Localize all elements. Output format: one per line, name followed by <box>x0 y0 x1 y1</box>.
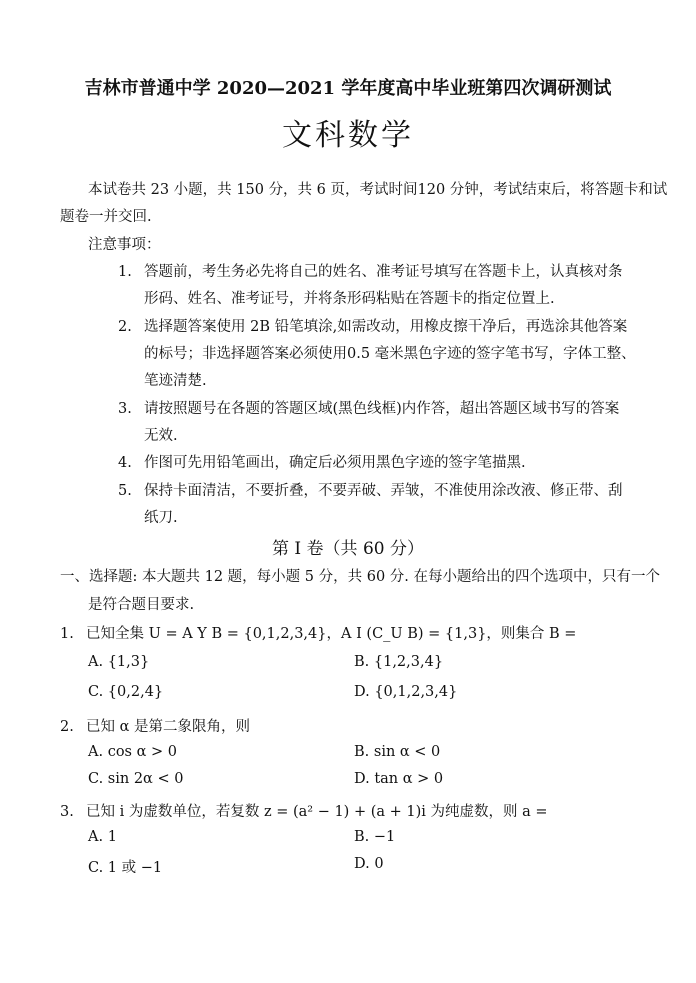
note-text: 作图可先用铅笔画出，确定后必须用黑色字迹的签字笔描黑. <box>144 455 526 471</box>
option-label: A. <box>88 829 104 845</box>
question-stem: 已知 α 是第二象限角，则 <box>86 719 251 735</box>
notes-heading: 注意事项： <box>88 237 161 253</box>
option-label: B. <box>354 654 370 670</box>
note-item-5 <box>118 479 623 500</box>
option-label: C. <box>88 860 104 876</box>
q2-option-b <box>354 744 440 760</box>
note-item-4 <box>118 451 526 472</box>
option-label: A. <box>88 654 104 670</box>
option-text: {1,2,3,4} <box>373 654 444 670</box>
question-number: 3. <box>60 804 74 820</box>
q1-option-c <box>88 684 163 700</box>
note-item-2-cont-1: 的标号；非选择题答案必须使用0.5 毫米黑色字迹的签字笔书写，字体工整、 <box>144 346 636 362</box>
q3-option-d <box>354 856 384 872</box>
q2-option-d <box>354 771 443 787</box>
q1-option-d <box>354 684 457 700</box>
question-3 <box>60 800 548 821</box>
option-text: tan α > 0 <box>374 771 444 787</box>
option-label: C. <box>88 771 104 787</box>
note-number: 3. <box>118 401 132 417</box>
note-item-3-cont: 无效. <box>144 428 178 444</box>
option-text: cos α > 0 <box>107 744 177 760</box>
option-text: sin 2α < 0 <box>107 771 184 787</box>
option-text: 1 或 −1 <box>107 860 163 876</box>
note-text: 选择题答案使用 2B 铅笔填涂,如需改动，用橡皮擦干净后，再选涂其他答案 <box>144 319 628 335</box>
q2-option-c <box>88 771 183 787</box>
q2-option-a <box>88 744 177 760</box>
part-title: 第 I 卷（共 60 分） <box>272 539 424 559</box>
intro-line-1: 本试卷共 23 小题，共 150 分，共 6 页，考试时间120 分钟，考试结束后，将答题卡和试 <box>88 182 668 198</box>
note-item-1 <box>118 260 623 281</box>
option-label: D. <box>354 684 370 700</box>
note-item-2-cont-2: 笔迹清楚. <box>144 373 207 389</box>
q1-option-b <box>354 654 443 670</box>
note-number: 1. <box>118 264 132 280</box>
option-text: {0,2,4} <box>107 684 164 700</box>
question-2 <box>60 715 250 736</box>
note-item-3 <box>118 397 619 418</box>
q3-option-b <box>354 829 395 845</box>
option-text: sin α < 0 <box>373 744 441 760</box>
option-text: {0,1,2,3,4} <box>374 684 458 700</box>
question-1 <box>60 622 576 643</box>
question-number: 2. <box>60 719 74 735</box>
option-label: D. <box>354 771 370 787</box>
option-label: D. <box>354 856 370 872</box>
exam-title: 吉林市普通中学 2020—2021 学年度高中毕业班第四次调研测试 <box>84 78 612 99</box>
option-label: B. <box>354 744 370 760</box>
option-text: −1 <box>373 829 396 845</box>
note-item-1-cont: 形码、姓名、准考证号，并将条形码粘贴在答题卡的指定位置上. <box>144 291 555 307</box>
intro-line-2: 题卷一并交回. <box>60 209 152 225</box>
question-number: 1. <box>60 626 74 642</box>
option-text: 1 <box>107 829 117 845</box>
note-number: 2. <box>118 319 132 335</box>
note-number: 4. <box>118 455 132 471</box>
note-text: 答题前，考生务必先将自己的姓名、准考证号填写在答题卡上，认真核对条 <box>144 264 623 280</box>
note-item-2 <box>118 315 627 336</box>
note-text: 保持卡面清洁，不要折叠，不要弄破、弄皱，不准使用涂改液、修正带、刮 <box>144 483 623 499</box>
q1-option-a <box>88 654 149 670</box>
note-text: 请按照题号在各题的答题区域(黑色线框)内作答，超出答题区域书写的答案 <box>144 401 620 417</box>
question-stem: 已知全集 U = A Y B = {0,1,2,3,4}，A I (C_U B) = {1,3}，则集合 B = <box>86 626 577 642</box>
option-text: 0 <box>374 856 384 872</box>
option-label: C. <box>88 684 104 700</box>
option-label: B. <box>354 829 370 845</box>
section-heading-line-1: 一、选择题: 本大题共 12 题，每小题 5 分，共 60 分. 在每小题给出的四个选项中，只有一个 <box>60 569 660 585</box>
section-heading-line-2: 是符合题目要求. <box>88 597 195 613</box>
note-item-5-cont: 纸刀. <box>144 510 178 526</box>
question-stem: 已知 i 为虚数单位，若复数 z = (a² − 1) + (a + 1)i 为纯虚数，则 a = <box>86 804 548 820</box>
option-text: {1,3} <box>107 654 150 670</box>
q3-option-a <box>88 829 117 845</box>
note-number: 5. <box>118 483 132 499</box>
option-label: A. <box>88 744 104 760</box>
q3-option-c <box>88 856 162 877</box>
subject-title: 文科数学 <box>282 118 414 153</box>
